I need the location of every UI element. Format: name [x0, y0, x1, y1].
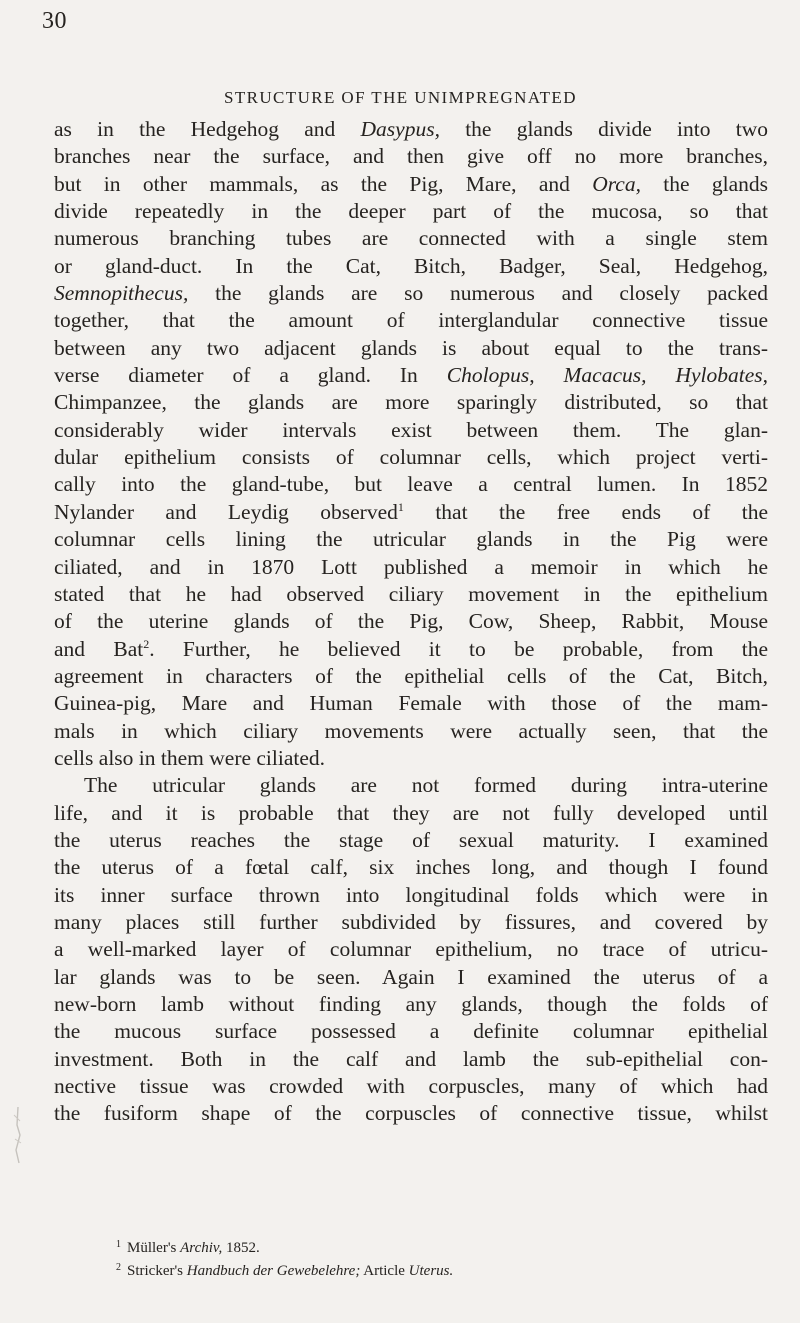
text-line [54, 1100, 768, 1127]
text-line [54, 936, 768, 963]
text-run: the glands divide into two [439, 117, 768, 141]
text-run: many places still further subdivided by fissures, and covered by [54, 909, 768, 934]
italic-text: Uterus. [408, 1263, 454, 1279]
italic-text: Semnopithecus, [54, 281, 189, 306]
text-run: the uterus reaches the stage of sexual maturity. I examined [54, 827, 768, 852]
running-head: STRUCTURE OF THE UNIMPREGNATED [224, 88, 577, 107]
footnote [116, 1235, 756, 1258]
text-run: that the free ends of the [403, 499, 768, 524]
text-run: or gland-duct. In the Cat, Bitch, Badger, Seal, Hedgehog, [54, 253, 768, 278]
text-line [54, 1018, 768, 1045]
text-run: the uterus of a fœtal calf, six inches long, and though I found [54, 855, 768, 880]
text-line [54, 690, 768, 717]
text-line [54, 253, 768, 280]
text-run: 1852. [222, 1240, 260, 1256]
text-run: the fusiform shape of the corpuscles of connective tissue, whilst [54, 1101, 768, 1126]
text-line [54, 280, 768, 307]
text-line [54, 991, 768, 1018]
text-run: Chimpanzee, the glands are more sparingly distributed, so that [54, 390, 768, 415]
text-run: Müller's [127, 1240, 181, 1256]
text-line [54, 225, 768, 252]
text-line [54, 362, 768, 389]
text-line [54, 444, 768, 471]
text-run: cally into the gland-tube, but leave a central lumen. In 1852 [54, 472, 768, 497]
text-run: investment. Both in the calf and lamb the sub-epithelial con- [54, 1046, 768, 1071]
text-run: Guinea-pig, Mare and Human Female with those of the mam- [54, 691, 768, 716]
text-run: of the uterine glands of the Pig, Cow, Sheep, Rabbit, Mouse [54, 609, 768, 634]
footnote-mark: 1 [116, 1239, 121, 1250]
text-line [54, 499, 768, 526]
text-line [54, 554, 768, 581]
text-run: and Bat [54, 636, 144, 661]
text-line [54, 143, 768, 170]
text-line [54, 471, 768, 498]
text-run: the mucous surface possessed a definite columnar epithelial [54, 1019, 768, 1044]
text-run: nective tissue was crowded with corpuscles, many of which had [54, 1074, 768, 1099]
footnote-mark: 2 [116, 1262, 121, 1273]
text-line [54, 800, 768, 827]
text-run: Nylander and Leydig observed [54, 499, 398, 524]
text-run: agreement in characters of the epithelial cells of the Cat, Bitch, [54, 663, 768, 688]
text-run: the glands are so numerous and closely packed [188, 281, 768, 306]
text-run: considerably wider intervals exist between them. The glan- [54, 417, 768, 442]
text-run: branches near the surface, and then give off no more branches, [54, 144, 768, 169]
text-line [54, 581, 768, 608]
text-run: a well-marked layer of columnar epithelium, no trace of utricu- [54, 937, 768, 962]
text-run: verse diameter of a gland. In [54, 363, 447, 388]
text-run: dular epithelium consists of columnar cells, which project verti- [54, 445, 768, 470]
text-line [54, 608, 768, 635]
text-line [54, 389, 768, 416]
footnote-reference: 2 [143, 636, 150, 651]
italic-text: Dasypus, [360, 117, 440, 141]
text-run: The utricular glands are not formed during intra-uterine [84, 773, 768, 798]
text-line [54, 1073, 768, 1100]
text-run: cells also in them were ciliated. [54, 745, 326, 770]
text-line [54, 772, 768, 799]
text-line [54, 198, 768, 225]
text-run: new-born lamb without finding any glands, though the folds of [54, 992, 768, 1016]
text-run: mals in which ciliary movements were actually seen, that the [54, 718, 768, 743]
text-line [54, 116, 768, 143]
text-run: divide repeatedly in the deeper part of the mucosa, so that [54, 199, 768, 224]
text-line [54, 663, 768, 690]
text-run: . Further, he believed it to be probable, from the [149, 636, 768, 661]
text-run: lar glands was to be seen. Again I examined the uterus of a [54, 964, 768, 989]
text-run: between any two adjacent glands is about equal to the trans- [54, 335, 768, 360]
text-line [54, 854, 768, 881]
text-line [54, 745, 768, 772]
text-line [54, 526, 768, 553]
text-run: as in the Hedgehog and [54, 117, 361, 141]
page-number: 30 [42, 8, 67, 34]
text-line [54, 335, 768, 362]
text-line [54, 909, 768, 936]
footnote-reference: 1 [397, 499, 404, 514]
text-line [54, 171, 768, 198]
text-run: the glands [640, 171, 768, 196]
text-line [54, 827, 768, 854]
text-run: life, and it is probable that they are not fully developed until [54, 800, 768, 825]
text-run: Article [360, 1263, 409, 1279]
text-run: columnar cells lining the utricular glands in the Pig were [54, 527, 768, 552]
text-run: but in other mammals, as the Pig, Mare, and [54, 171, 593, 196]
text-line [54, 307, 768, 334]
page-blemish [8, 1105, 28, 1165]
text-run: stated that he had observed ciliary movement in the epithelium [54, 581, 768, 606]
footnote [116, 1258, 756, 1281]
text-line [54, 417, 768, 444]
italic-text: Cholopus, Macacus, Hylobates, [446, 363, 769, 388]
text-line [54, 718, 768, 745]
text-line [54, 636, 768, 663]
text-run: together, that the amount of interglandular connective tissue [54, 308, 768, 333]
italic-text: Archiv, [180, 1240, 223, 1256]
body-text [54, 116, 768, 1128]
text-line [54, 882, 768, 909]
text-run: numerous branching tubes are connected with a single stem [54, 226, 768, 251]
text-run: ciliated, and in 1870 Lott published a memoir in which he [54, 554, 768, 579]
footnotes [116, 1235, 756, 1281]
text-run: Stricker's [127, 1263, 187, 1279]
text-line [54, 1046, 768, 1073]
text-run: its inner surface thrown into longitudinal folds which were in [54, 882, 768, 907]
italic-text: Orca, [592, 171, 641, 196]
italic-text: Handbuch der Gewebelehre; [186, 1263, 361, 1279]
text-line [54, 964, 768, 991]
